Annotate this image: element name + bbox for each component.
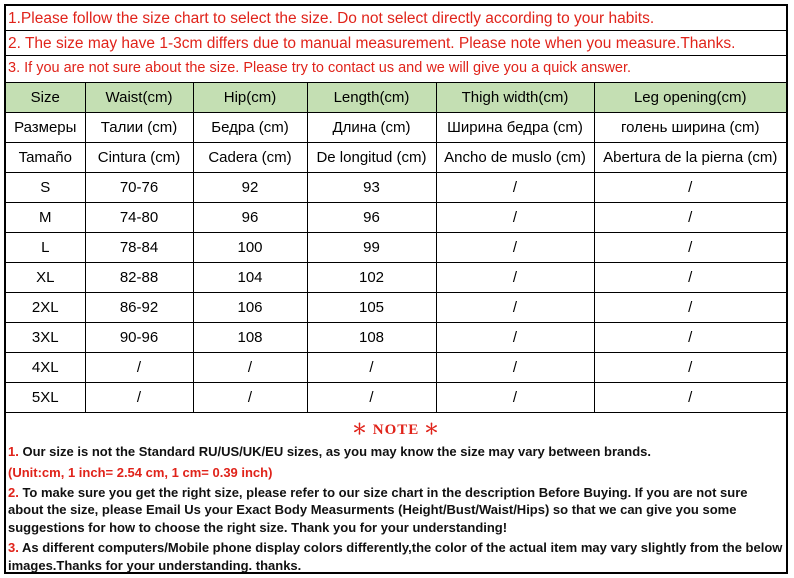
table-cell: Waist(cm) [85,83,193,113]
table-cell: L [6,233,85,263]
table-row [6,233,786,263]
table-cell: 5XL [6,383,85,413]
note-title: ＊ NOTE ＊ [351,422,440,438]
table-cell: 104 [193,263,307,293]
table-cell: 90-96 [85,323,193,353]
table-cell: / [436,173,594,203]
table-cell: 2XL [6,293,85,323]
top-notes [6,6,786,83]
table-cell: XL [6,263,85,293]
table-cell: 96 [307,203,436,233]
header-row-ru [6,113,786,143]
table-cell: / [436,203,594,233]
note-text-3: As different computers/Mobile phone display colors differently,the color of the actual item may vary slightly from the below images.Thanks for your understanding. thanks. [8,540,783,573]
note-number-1: 1. [8,444,19,459]
unit-conversion: (Unit:cm, 1 inch= 2.54 cm, 1 cm= 0.39 inch) [8,464,273,480]
top-note-3: 3. If you are not sure about the size. Please try to contact us and we will give you a quick answer. [8,60,632,76]
table-cell: / [436,353,594,383]
table-cell: / [307,353,436,383]
table-cell: Бедра (cm) [193,113,307,143]
table-cell: 100 [193,233,307,263]
note-number-3: 3. [8,540,19,555]
table-cell: Length(cm) [307,83,436,113]
table-cell: / [193,353,307,383]
table-row [6,173,786,203]
table-row [6,263,786,293]
table-cell: / [594,263,786,293]
table-cell: S [6,173,85,203]
table-cell: 3XL [6,323,85,353]
table-cell: 82-88 [85,263,193,293]
note-text-1: Our size is not the Standard RU/US/UK/EU sizes, as you may know the size may vary between brands. [18,444,651,459]
table-cell: / [193,383,307,413]
table-cell: / [85,383,193,413]
table-cell: / [594,293,786,323]
table-cell: Abertura de la pierna (cm) [594,143,786,173]
table-row [6,203,786,233]
table-cell: / [436,323,594,353]
table-cell: M [6,203,85,233]
top-note-1: 1.Please follow the size chart to select the size. Do not select directly according to your habits. [6,6,786,31]
table-cell: 99 [307,233,436,263]
table-cell: 102 [307,263,436,293]
table-cell: Cadera (cm) [193,143,307,173]
table-row [6,293,786,323]
table-cell: 86-92 [85,293,193,323]
table-cell: / [436,383,594,413]
note-paragraph-3 [8,539,784,574]
table-cell: голень ширина (cm) [594,113,786,143]
table-cell: 106 [193,293,307,323]
table-cell: / [307,383,436,413]
table-cell: Size [6,83,85,113]
table-cell: Leg opening(cm) [594,83,786,113]
table-cell: / [594,233,786,263]
table-cell: De longitud (cm) [307,143,436,173]
table-cell: Талии (cm) [85,113,193,143]
table-cell: / [594,323,786,353]
table-cell: / [85,353,193,383]
table-cell: 74-80 [85,203,193,233]
table-cell: 78-84 [85,233,193,263]
table-cell: / [594,353,786,383]
table-cell: / [594,173,786,203]
table-cell: / [594,383,786,413]
table-cell: 96 [193,203,307,233]
table-cell: Длина (cm) [307,113,436,143]
size-chart-sheet [4,4,788,574]
note-paragraph-2 [8,484,784,537]
table-cell: Ancho de muslo (cm) [436,143,594,173]
table-cell: Размеры [6,113,85,143]
header-row-es [6,143,786,173]
table-cell: Tamaño [6,143,85,173]
note-text-2: To make sure you get the right size, please refer to our size chart in the description Before Buying. If you are not sure about the size, please Email Us your Exact Body Measurments (Height/Bust/Waist/Hips) so that we can give you some suggestions for how to choose the right size. Thank you for your understanding! [8,484,748,535]
table-cell: Ширина бедра (cm) [436,113,594,143]
table-cell: 105 [307,293,436,323]
table-cell: / [436,263,594,293]
table-cell: 70-76 [85,173,193,203]
note-paragraph-1 [8,443,784,461]
table-cell: / [436,293,594,323]
table-cell: Thigh width(cm) [436,83,594,113]
table-cell: Cintura (cm) [85,143,193,173]
top-note-2: 2. The size may have 1-3cm differs due to manual measurement. Please note when you measure.Thanks. [6,31,786,56]
table-cell: 92 [193,173,307,203]
table-cell: / [436,233,594,263]
note-section [6,413,786,574]
table-row [6,353,786,383]
table-row [6,383,786,413]
table-cell: Hip(cm) [193,83,307,113]
header-row-en [6,83,786,113]
note-number-2: 2. [8,484,19,500]
table-row [6,323,786,353]
size-chart-table [6,83,786,413]
table-cell: 108 [307,323,436,353]
table-cell: 93 [307,173,436,203]
table-cell: 108 [193,323,307,353]
table-cell: 4XL [6,353,85,383]
table-cell: / [594,203,786,233]
